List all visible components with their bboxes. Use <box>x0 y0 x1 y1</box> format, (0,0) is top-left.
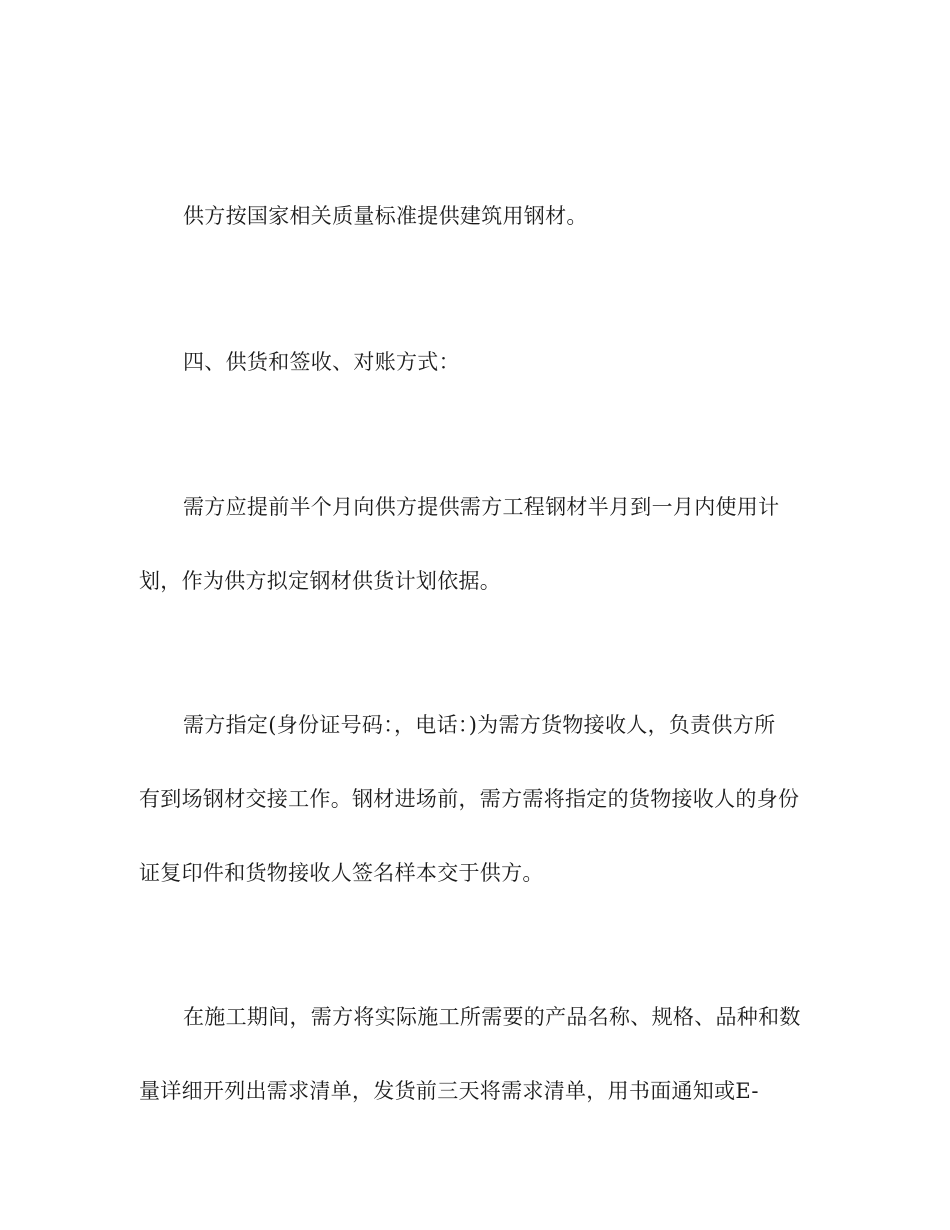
section-heading-supply-and-receipt <box>139 325 829 399</box>
paragraph-usage-plan <box>139 470 829 618</box>
paragraph-line: 有到场钢材交接工作。钢材进场前，需方需将指定的货物接收人的身份 <box>139 787 800 811</box>
paragraph-line: 在施工期间，需方将实际施工所需要的产品名称、规格、品种和数 <box>183 1005 801 1029</box>
paragraph-line: 供方按国家相关质量标准提供建筑用钢材。 <box>183 204 588 228</box>
paragraph-line: 划，作为供方拟定钢材供货计划依据。 <box>139 569 502 593</box>
paragraph-demand-list <box>139 980 829 1128</box>
paragraph-line: 需方应提前半个月向供方提供需方工程钢材半月到一月内使用计 <box>183 495 780 519</box>
paragraph-line: 需方指定(身份证号码：，电话：)为需方货物接收人，负责供方所 <box>183 713 776 737</box>
paragraph-receiver-designation <box>139 688 829 910</box>
paragraph-quality-standard <box>139 179 829 253</box>
paragraph-line: 量详细开列出需求清单，发货前三天将需求清单，用书面通知或E- <box>139 1079 759 1103</box>
paragraph-line: 四、供货和签收、对账方式： <box>183 350 460 374</box>
paragraph-line: 证复印件和货物接收人签名样本交于供方。 <box>139 861 544 885</box>
